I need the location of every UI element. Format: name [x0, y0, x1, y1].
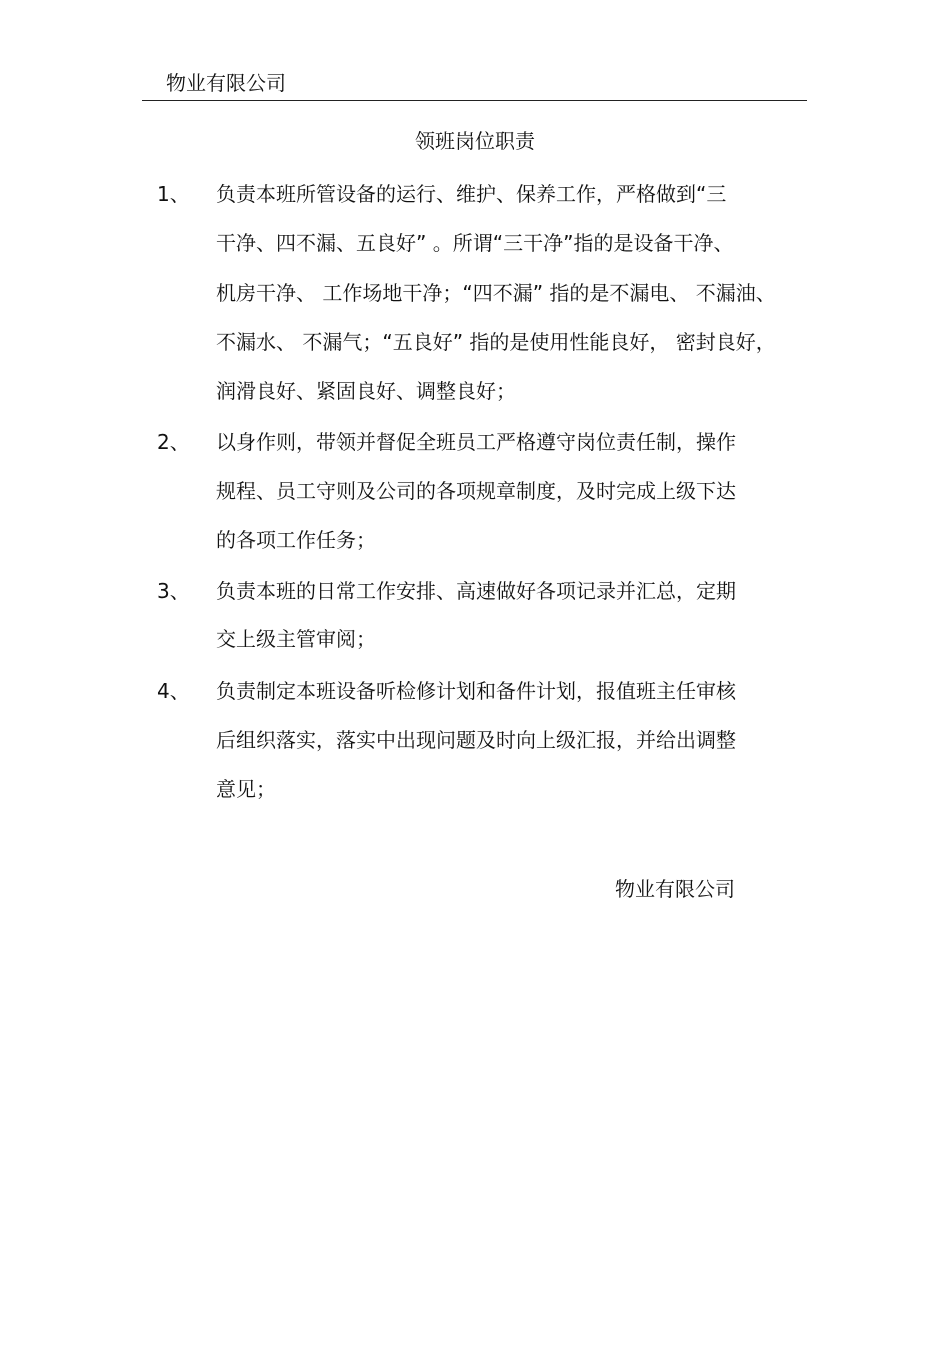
item-line: 意见； — [216, 777, 276, 801]
item-line: 干净、四不漏、五良好” 。所谓“三干净”指的是设备干净、 — [216, 231, 734, 255]
item-line: 规程、员工守则及公司的各项规章制度，及时完成上级下达 — [216, 479, 736, 503]
item-line: 负责本班所管设备的运行、维护、保养工作，严格做到“三 — [216, 182, 727, 206]
header-company: 物业有限公司 — [166, 71, 286, 95]
item-number: 3、 — [157, 579, 190, 603]
item-line: 负责本班的日常工作安排、高速做好各项记录并汇总，定期 — [216, 579, 736, 603]
item-number: 4、 — [157, 679, 190, 703]
doc-title: 领班岗位职责 — [415, 129, 535, 153]
item-line: 后组织落实，落实中出现问题及时向上级汇报，并给出调整 — [216, 728, 736, 752]
item-line: 以身作则，带领并督促全班员工严格遵守岗位责任制，操作 — [216, 430, 736, 454]
item-line: 的各项工作任务； — [216, 528, 376, 552]
item-number: 2、 — [157, 430, 190, 454]
item-line: 润滑良好、紧固良好、调整良好； — [216, 379, 516, 403]
item-line: 负责制定本班设备听检修计划和备件计划，报值班主任审核 — [216, 679, 736, 703]
item-line: 机房干净、 工作场地干净；“四不漏” 指的是不漏电、 不漏油、 — [216, 281, 776, 305]
footer-signature: 物业有限公司 — [615, 877, 735, 901]
item-line: 交上级主管审阅； — [216, 627, 376, 651]
item-number: 1、 — [157, 182, 190, 206]
header-rule — [142, 100, 807, 101]
item-line: 不漏水、 不漏气；“五良好” 指的是使用性能良好， 密封良好， — [216, 330, 776, 354]
